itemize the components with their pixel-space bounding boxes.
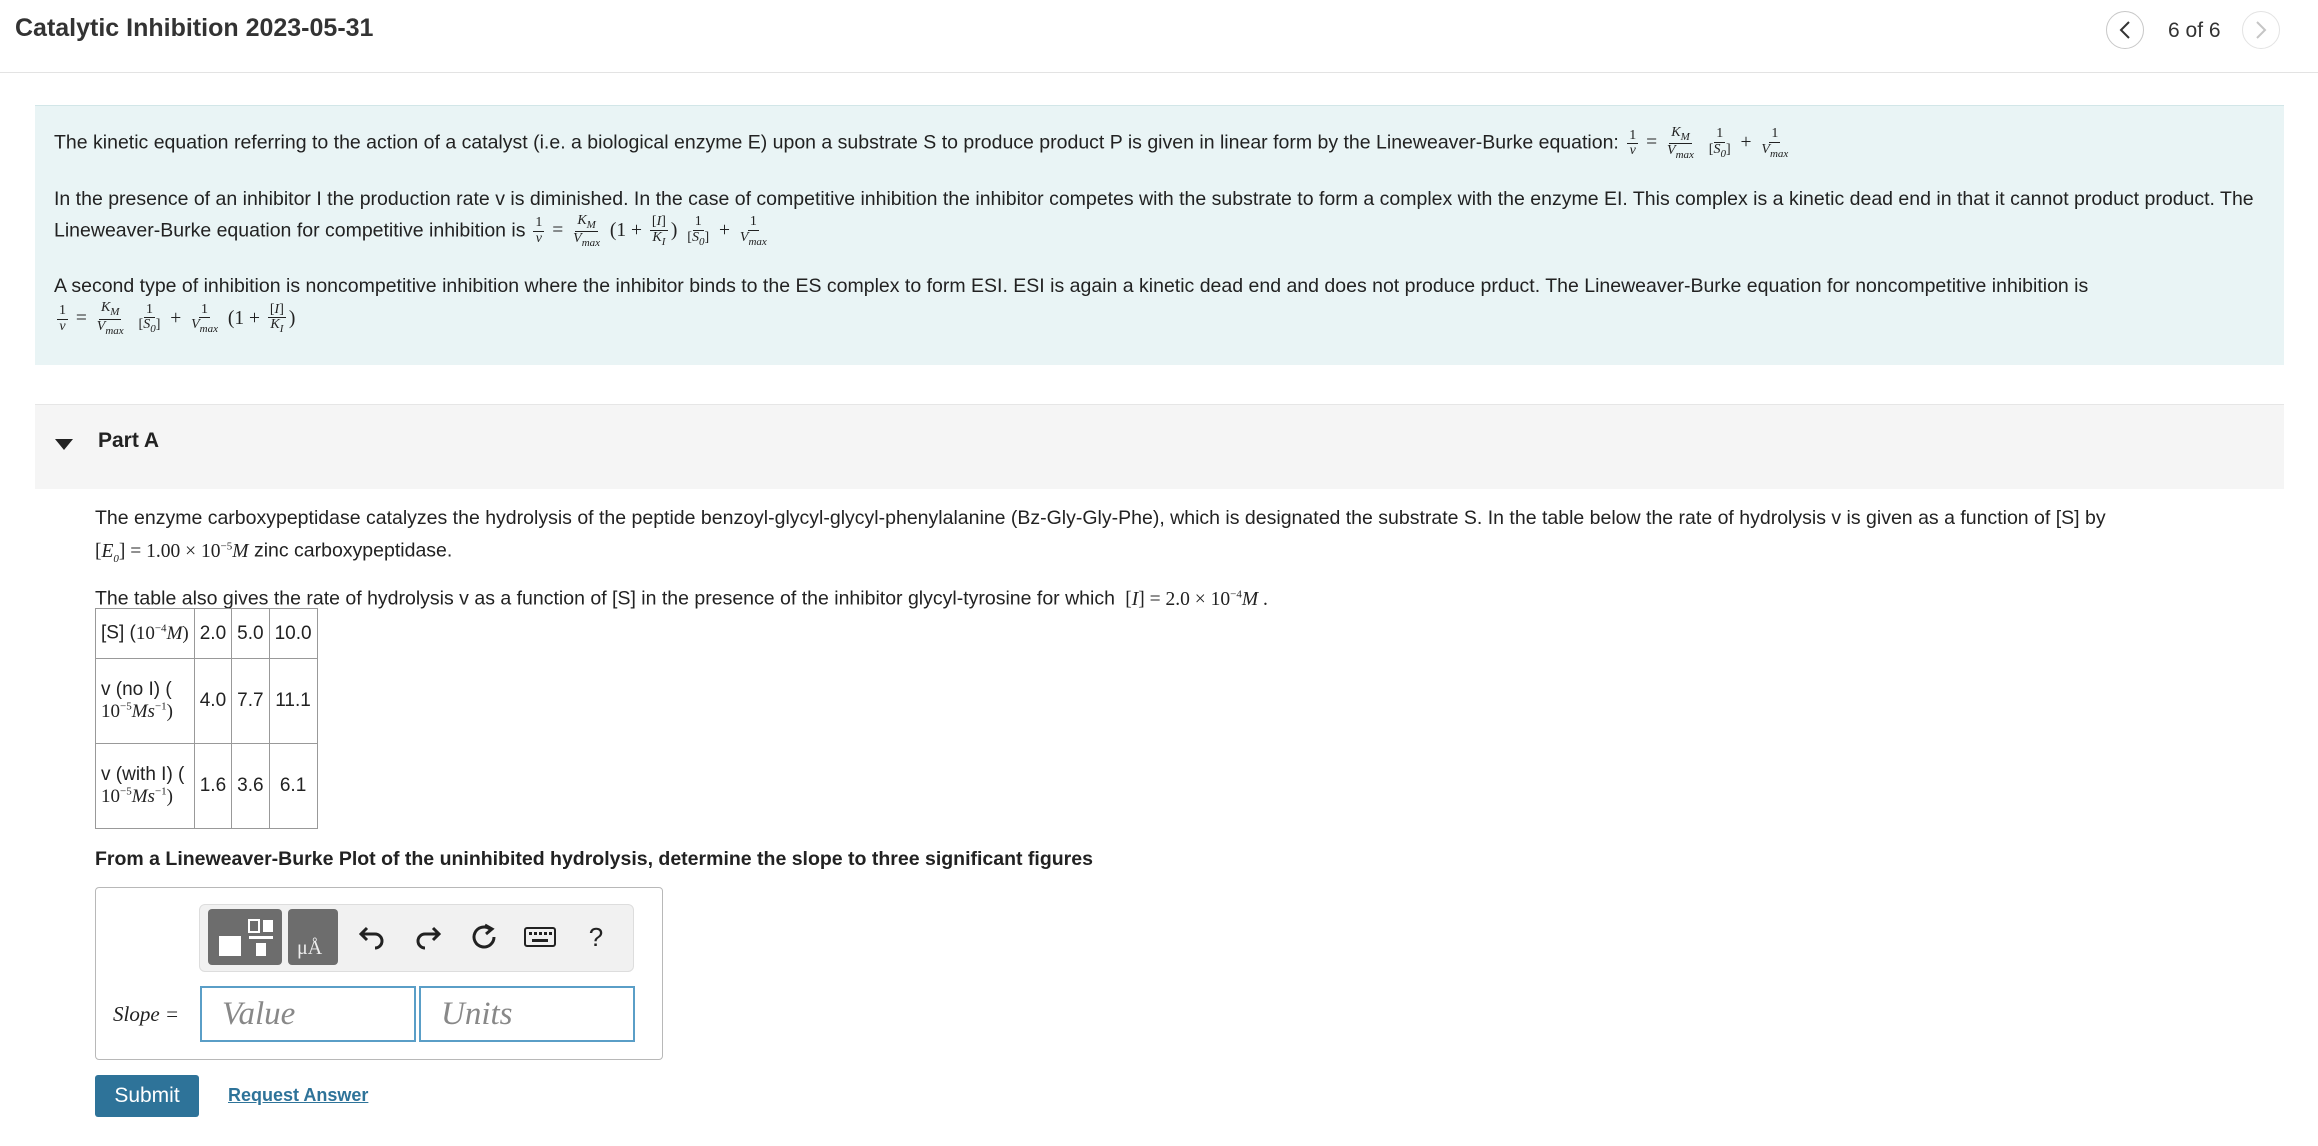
part-a-header[interactable] xyxy=(35,404,2284,489)
intro-paragraph-1 xyxy=(54,126,2265,162)
submit-button[interactable]: Submit xyxy=(95,1075,199,1117)
table-cell: 3.6 xyxy=(232,744,269,829)
table-row xyxy=(96,744,318,829)
instruction-text: From a Lineweaver-Burke Plot of the uninhibited hydrolysis, determine the slope to three significant figures xyxy=(95,848,1093,870)
equation-lineweaver-burke: $\frac{1}{v}$ = $\frac{K_M}{V_{max}}$ $\frac{1}{[S_0]}$ + $\frac{1}{V_{max}}$ xyxy=(1629,125,1789,162)
caret-down-icon[interactable] xyxy=(55,439,73,450)
keyboard-button[interactable] xyxy=(518,909,562,965)
redo-icon xyxy=(415,924,441,950)
reset-icon xyxy=(470,923,498,951)
header-bar xyxy=(0,0,2318,73)
page-title: Catalytic Inhibition 2023-05-31 xyxy=(15,14,374,42)
units-button[interactable] xyxy=(288,909,338,965)
question-text xyxy=(95,504,2275,572)
table-cell: 7.7 xyxy=(232,659,269,744)
templates-icon xyxy=(213,914,277,960)
table-cell: 11.1 xyxy=(269,659,317,744)
page-counter: 6 of 6 xyxy=(2168,19,2221,42)
table-cell: 5.0 xyxy=(232,609,269,659)
intro-text-1: The kinetic equation referring to the action of a catalyst (i.e. a biological enzyme E) upon a substrate S to produce product P is given in linear form by the Lineweaver-Burke equation: xyxy=(54,131,1619,154)
enzyme-concentration: $[E_0] = 1.00 \times 10^{-5}M$ xyxy=(95,540,249,565)
row-label: [S] $(10^{-4}M)$ xyxy=(96,609,195,659)
table-cell: 6.1 xyxy=(269,744,317,829)
part-title: Part A xyxy=(98,429,160,452)
value-field xyxy=(200,986,416,1042)
table-cell: 1.6 xyxy=(194,744,231,829)
chevron-right-icon xyxy=(2254,20,2268,40)
templates-button[interactable] xyxy=(208,909,282,965)
intro-text-2b: Lineweaver-Burke equation for competitive inhibition is xyxy=(54,219,526,241)
chevron-left-icon xyxy=(2118,20,2132,40)
previous-button[interactable] xyxy=(2106,11,2144,49)
next-button[interactable] xyxy=(2242,11,2280,49)
table-cell: 2.0 xyxy=(194,609,231,659)
value-input[interactable] xyxy=(202,988,414,1040)
row-label: v (no I) ( $10^{-5}Ms^{-1}$) xyxy=(96,659,195,744)
table-row xyxy=(96,659,318,744)
answer-box xyxy=(95,887,663,1060)
rate-table xyxy=(95,608,318,829)
request-answer-link[interactable]: Request Answer xyxy=(228,1085,369,1105)
undo-button[interactable] xyxy=(350,909,394,965)
intro-paragraph-3 xyxy=(54,271,2265,337)
question-line-3: The table also gives the rate of hydrolysis v as a function of [S] in the presence of the inhibitor glycyl-tyrosine for which xyxy=(95,587,1115,610)
redo-button[interactable] xyxy=(406,909,450,965)
math-toolbar xyxy=(199,904,634,972)
table-cell: 10.0 xyxy=(269,609,317,659)
inhibitor-concentration: $[I] = 2.0 \times 10^{-4}M$ . xyxy=(1120,588,1268,610)
slope-label: Slope = xyxy=(113,1002,180,1026)
intro-text-3: A second type of inhibition is noncompetitive inhibition where the inhibitor binds to the ES complex to form ESI. ESI is again a kinetic dead end and does not produce prduct. The Lineweaver-Burke equation for noncompetitive inhibition is xyxy=(54,275,2089,298)
table-row xyxy=(96,609,318,659)
units-icon xyxy=(291,914,335,960)
question-line-1: The enzyme carboxypeptidase catalyzes the hydrolysis of the peptide benzoyl-glycyl-glycyl-phenylalanine (Bz-Gly-Gly-Phe), which is designated the substrate S. In the table below the rate of hydrolysis v is given as a function of [S] by xyxy=(95,507,2106,529)
svg-text:μÅ: μÅ xyxy=(297,937,323,959)
equation-noncompetitive: $\frac{1}{v}$ = $\frac{K_M}{V_{max}}$ $\frac{1}{[S_0]}$ + $\frac{1}{V_{max}}$ (1 + $\frac{[I]}{K_I}$ ) xyxy=(59,300,296,337)
table-cell: 4.0 xyxy=(194,659,231,744)
keyboard-icon xyxy=(524,926,556,948)
help-button[interactable]: ? xyxy=(588,921,604,952)
equation-competitive: $\frac{1}{v}$ = $\frac{K_M}{V_{max}}$ (1 + $\frac{[I]}{K_I}$ ) $\frac{1}{[S_0]}$ + $\frac{1}{V_{max}}$ xyxy=(535,212,767,249)
intro-panel xyxy=(35,105,2284,365)
undo-icon xyxy=(359,924,385,950)
intro-paragraph-2 xyxy=(54,184,2265,250)
question-line-2: zinc carboxypeptidase. xyxy=(253,539,453,562)
row-label: v (with I) ( $10^{-5}Ms^{-1}$) xyxy=(96,744,195,829)
reset-button[interactable] xyxy=(462,909,506,965)
units-field xyxy=(419,986,635,1042)
units-input[interactable] xyxy=(421,988,633,1040)
intro-text-2a: In the presence of an inhibitor I the production rate v is diminished. In the case of competitive inhibition the inhibitor competes with the substrate to form a complex with the enzyme EI. This complex is a kinetic dead end in that it cannot product product. The xyxy=(54,187,2254,210)
